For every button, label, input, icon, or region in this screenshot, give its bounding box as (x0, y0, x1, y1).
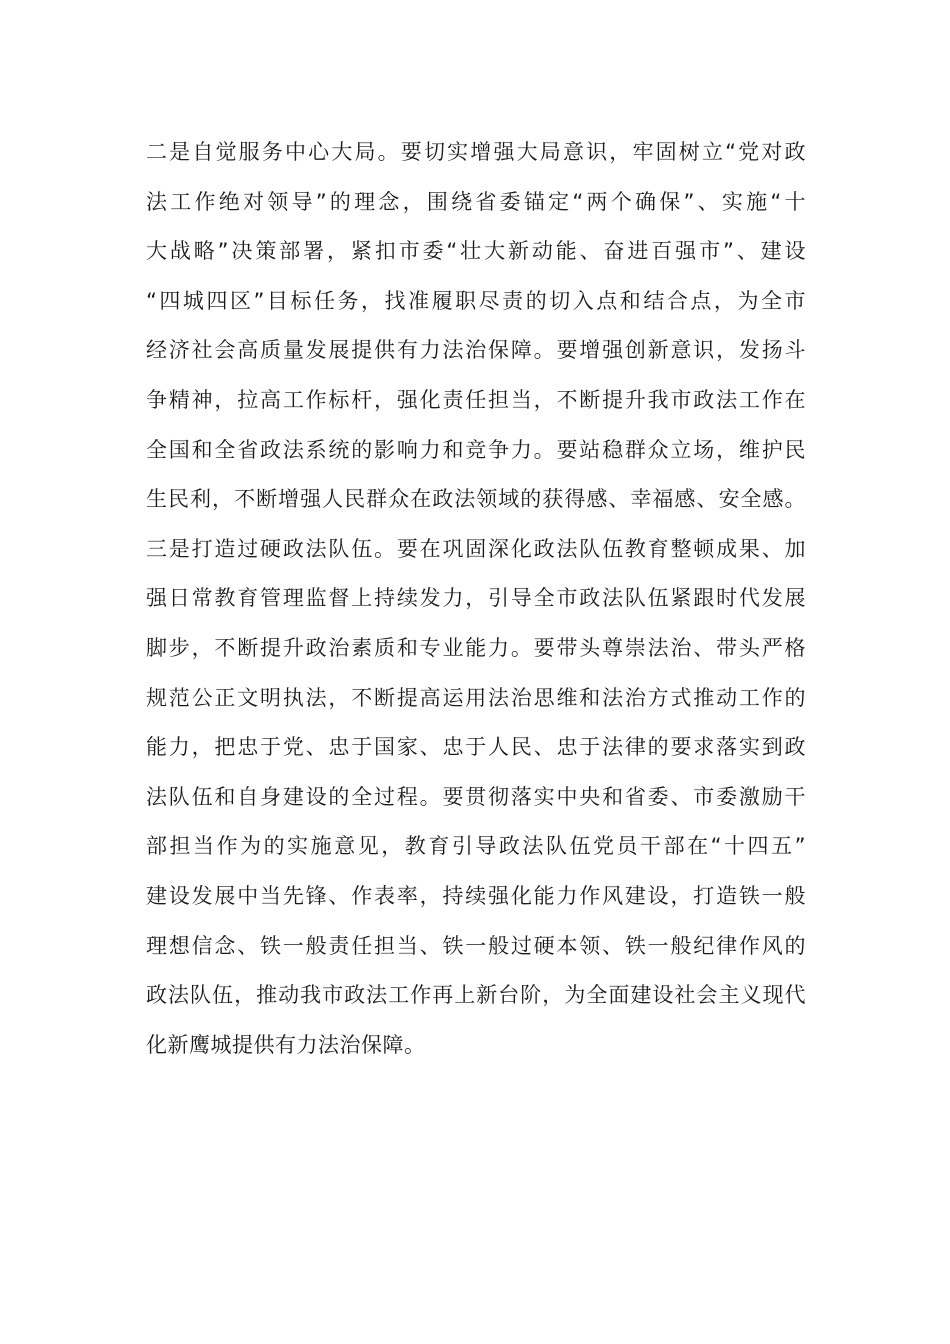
text-line: 全国和全省政法系统的影响力和竞争力。要站稳群众立场，维护民 (146, 437, 806, 462)
text-line: 二是自觉服务中心大局。要切实增强大局意识，牢固树立“党对政 (146, 140, 806, 164)
text-line: 化新鹰城提供有力法治保障。 (146, 1032, 426, 1057)
text-line: 大战略”决策部署，紧扣市委“壮大新动能、奋进百强市”、建设 (146, 239, 806, 264)
text-line: 三是打造过硬政法队伍。要在巩固深化政法队伍教育整顿成果、加 (146, 536, 806, 561)
text-line: 法工作绝对领导”的理念，围绕省委锚定“两个确保”、实施“十 (146, 189, 806, 214)
text-line: 能力，把忠于党、忠于国家、忠于人民、忠于法律的要求落实到政 (146, 735, 806, 760)
text-line: 经济社会高质量发展提供有力法治保障。要增强创新意识，发扬斗 (146, 338, 806, 363)
text-line: 理想信念、铁一般责任担当、铁一般过硬本领、铁一般纪律作风的 (146, 933, 806, 958)
text-line: 脚步，不断提升政治素质和专业能力。要带头尊崇法治、带头严格 (146, 635, 806, 660)
text-line: 建设发展中当先锋、作表率，持续强化能力作风建设，打造铁一般 (146, 883, 806, 908)
text-line: “四城四区”目标任务，找准履职尽责的切入点和结合点，为全市 (146, 288, 806, 313)
text-line: 政法队伍，推动我市政法工作再上新台阶，为全面建设社会主义现代 (146, 983, 806, 1008)
body-text (146, 128, 806, 1070)
text-line: 规范公正文明执法，不断提高运用法治思维和法治方式推动工作的 (146, 685, 806, 710)
text-line: 法队伍和自身建设的全过程。要贯彻落实中央和省委、市委激励干 (146, 784, 806, 809)
text-line: 生民利，不断增强人民群众在政法领域的获得感、幸福感、安全感。 (146, 487, 806, 512)
text-line: 争精神，拉高工作标杆，强化责任担当，不断提升我市政法工作在 (146, 387, 806, 412)
text-line: 部担当作为的实施意见，教育引导政法队伍党员干部在“十四五” (146, 834, 806, 859)
text-line: 强日常教育管理监督上持续发力，引导全市政法队伍紧跟时代发展 (146, 586, 806, 611)
